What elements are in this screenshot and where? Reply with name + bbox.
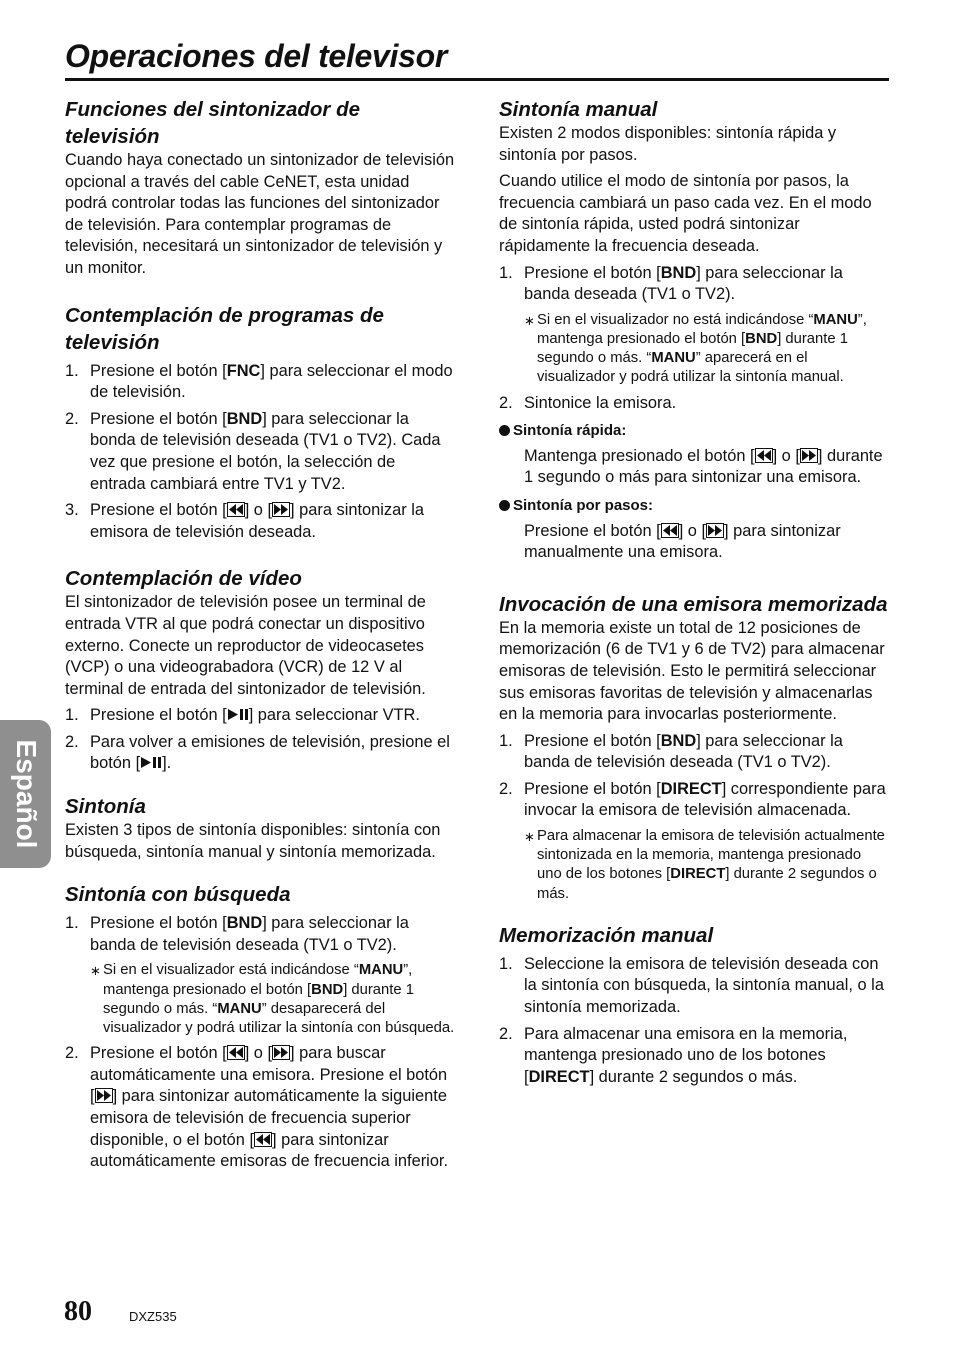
prev-icon (254, 1132, 272, 1147)
section-heading-contemplacion-programas: Contemplación de programas de televisión (65, 303, 384, 354)
play-pause-icon (227, 707, 249, 722)
prev-icon (755, 448, 773, 463)
right-column (499, 96, 889, 1088)
section-heading-sintonia-manual: Sintonía manual (499, 98, 658, 121)
bullet-dot-icon (499, 500, 510, 511)
section-heading-funciones: Funciones del sintonizador de televisión (65, 98, 360, 148)
note: ∗ Si en el visualizador está indicándose “MANU”, mantenga presionado el botón [BND] durante 1 segundo o más. “MANU” desaparecerá del visualizador y podrá utilizar la sintonía con búsqueda. (90, 962, 455, 1037)
prev-icon (227, 502, 245, 517)
prev-icon (227, 1045, 245, 1060)
section-heading-sintonia-busqueda: Sintonía con búsqueda (65, 883, 291, 907)
left-column (65, 96, 455, 1173)
prev-icon (661, 523, 679, 538)
list-item: 2. Presione el botón [DIRECT] correspondiente para invocar la emisora de televisión almacenada. (499, 779, 886, 820)
list-item: 1. Presione el botón [BND] para seleccionar la banda de televisión deseada (TV1 o TV2). (65, 914, 409, 954)
note: ∗ Para almacenar la emisora de televisión actualmente sintonizada en la memoria, mantenga presionado uno de los botones [DIRECT] durante 2 segundos o más. (524, 828, 885, 902)
list-item: 2. Presione el botón [BND] para seleccionar la bonda de televisión deseada (TV1 o TV2). Cada vez que presione el botón, la selección de entrada cambiará entre TV1 y TV2. (65, 409, 441, 493)
next-icon (272, 502, 290, 517)
bullet-heading: Sintonía por pasos: (499, 495, 889, 517)
next-icon (800, 448, 818, 463)
bullet-dot-icon (499, 425, 510, 436)
play-pause-icon (140, 755, 162, 770)
paragraph: Existen 2 modos disponibles: sintonía rápida y sintonía por pasos. (499, 124, 837, 164)
page-number: 80 (64, 1296, 92, 1327)
paragraph: Existen 3 tipos de sintonía disponibles: sintonía con búsqueda, sintonía manual y sintonía memorizada. (65, 821, 441, 861)
list-item: 2. Para volver a emisiones de televisión, presione el botón [ ]. (65, 732, 450, 773)
list-item: 2. Sintonice la emisora. (499, 393, 677, 412)
note: ∗ Si en el visualizador no está indicándose “MANU”, mantenga presionado el botón [BND] durante 1 segundo o más. “MANU” aparecerá en el visualizador y podrá utilizar la sintonía manual. (524, 311, 867, 386)
next-icon (272, 1045, 290, 1060)
bullet-text: Presione el botón [ ] o [ ] para sintonizar manualmente una emisora. (524, 521, 841, 562)
page-title: Operaciones del televisor (65, 38, 448, 74)
list-item: 1. Presione el botón [ ] para seleccionar VTR. (65, 706, 420, 725)
section-heading-invocacion: Invocación de una emisora memorizada (499, 592, 888, 616)
paragraph: En la memoria existe un total de 12 posiciones de memorización (6 de TV1 y 6 de TV2) para almacenar emisoras de televisión. Esto le permitirá seleccionar sus emisoras favoritas de televisión y almacenarlas en la memoria para invocarlas posteriormente. (499, 618, 885, 724)
section-heading-memorizacion: Memorización manual (499, 923, 714, 947)
model-label: DXZ535 (129, 1309, 177, 1324)
paragraph: Cuando haya conectado un sintonizador de televisión opcional a través del cable CeNET, esta unidad podrá controlar todas las funciones del sintonizador de televisión. Para contemplar programas de televisión, necesitará un sintonizador de televisión y un monitor. (65, 151, 455, 277)
list-item: 1. Presione el botón [BND] para seleccionar la banda de televisión deseada (TV1 o TV2). (499, 731, 843, 772)
list-item: 3. Presione el botón [ ] o [ ] para sintonizar la emisora de televisión deseada. (65, 501, 424, 541)
next-icon (706, 523, 724, 538)
title-rule (65, 78, 889, 81)
list-item: 1. Seleccione la emisora de televisión deseada con la sintonía con búsqueda, la sintonía manual, o la sintonía memorizada. (499, 954, 884, 1017)
next-icon (95, 1088, 113, 1103)
list-item: 2. Presione el botón [ ] o [ ] para buscar automáticamente una emisora. Presione el botón [ ] para sintonizar automáticamente la siguiente emisora de televisión de frecuencia superior disponible, o el botón [ ] para sintonizar automáticamente emisoras de frecuencia inferior. (65, 1044, 449, 1171)
section-heading-sintonia: Sintonía (65, 795, 146, 819)
list-item: 1. Presione el botón [FNC] para seleccionar el modo de televisión. (65, 361, 453, 402)
section-heading-contemplacion-video: Contemplación de vídeo (65, 567, 302, 591)
list-item: 2. Para almacenar una emisora en la memoria, mantenga presionado uno de los botones [DIRECT] durante 2 segundos o más. (499, 1024, 848, 1086)
language-tab: Español (0, 720, 51, 868)
paragraph: Cuando utilice el modo de sintonía por pasos, la frecuencia cambiará un paso cada vez. En el modo de sintonía rápida, usted podrá sintonizar rápidamente la frecuencia deseada. (499, 172, 872, 255)
bullet-text: Mantenga presionado el botón [ ] o [ ] durante 1 segundo o más para sintonizar una emisora. (524, 446, 883, 487)
paragraph: El sintonizador de televisión posee un terminal de entrada VTR al que podrá conectar un dispositivo externo. Conecte un reproductor de videocasetes (VCP) o una videograbadora (VCR) de 12 V al terminal de entrada del sintonizador de televisión. (65, 593, 426, 698)
bullet-heading: Sintonía rápida: (499, 420, 889, 442)
list-item: 1. Presione el botón [BND] para seleccionar la banda deseada (TV1 o TV2). (499, 263, 843, 304)
